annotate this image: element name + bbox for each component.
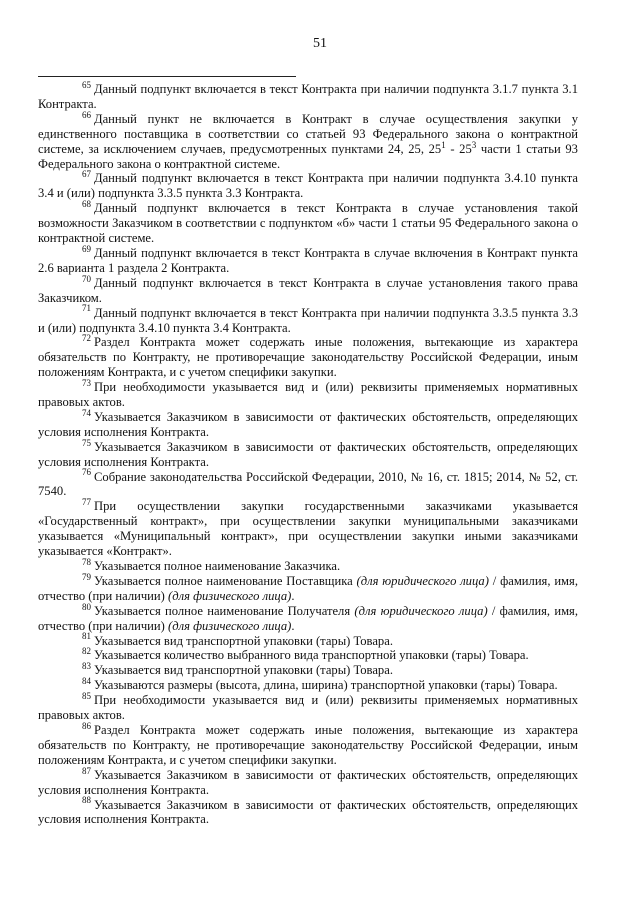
superscript: 1 bbox=[441, 139, 446, 150]
footnote-text: Указывается Заказчиком в зависимости от фактических обстоятельств, определяющих условия исполнения Контракта. bbox=[38, 767, 578, 797]
footnote-text: Указывается вид транспортной упаковки (тары) Товара. bbox=[94, 633, 393, 648]
footnote-text-tail: части 1 статьи 93 Федерального закона о контрактной системе. bbox=[38, 141, 578, 171]
footnote-number: 83 bbox=[82, 661, 91, 672]
footnote-italic: (для юридического лица) bbox=[356, 573, 489, 588]
footnote-number: 85 bbox=[82, 690, 91, 701]
footnote-italic: (для физического лица) bbox=[168, 618, 292, 633]
footnote-74 bbox=[38, 407, 578, 440]
footnote-number: 78 bbox=[82, 556, 91, 567]
footnote-text: Указывается полное наименование Поставщика bbox=[94, 573, 357, 588]
footnote-text: Данный подпункт включается в текст Контракта в случае включения в Контракт пункта 2.6 варианта 1 раздела 2 Контракта. bbox=[38, 245, 578, 275]
footnote-76 bbox=[38, 467, 578, 500]
footnote-number: 77 bbox=[82, 497, 91, 508]
footnote-82 bbox=[38, 648, 578, 663]
footnote-text: Данный подпункт включается в текст Контракта в случае установления такого права Заказчиком. bbox=[38, 275, 578, 305]
footnote-number: 73 bbox=[82, 377, 91, 388]
footnote-number: 72 bbox=[82, 333, 91, 344]
footnote-71 bbox=[38, 303, 578, 336]
footnote-number: 80 bbox=[82, 601, 91, 612]
footnote-number: 71 bbox=[82, 303, 91, 314]
footnote-number: 67 bbox=[82, 169, 91, 180]
superscript: 3 bbox=[471, 139, 477, 150]
footnote-text: Указываются размеры (высота, длина, ширина) транспортной упаковки (тары) Товара. bbox=[94, 678, 558, 693]
footnote-text: Собрание законодательства Российской Федерации, 2010, № 16, ст. 1815; 2014, № 52, ст. 7540. bbox=[38, 469, 578, 499]
footnote-text: Данный подпункт включается в текст Контракта при наличии подпункта 3.4.10 пункта 3.4 и (или) подпункта 3.3.5 пункта 3.3 Контракта. bbox=[38, 171, 578, 201]
footnote-79 bbox=[38, 571, 578, 604]
footnote-text: При необходимости указывается вид и (или) реквизиты применяемых нормативных правовых актов. bbox=[38, 380, 578, 410]
footnote-number: 75 bbox=[82, 437, 91, 448]
footnote-text-tail: . bbox=[291, 588, 295, 603]
footnote-text-mid: - 25 bbox=[445, 141, 472, 156]
footnote-text: Указывается вид транспортной упаковки (тары) Товара. bbox=[94, 663, 393, 678]
footnote-number: 88 bbox=[82, 795, 91, 806]
footnote-number: 87 bbox=[82, 765, 91, 776]
footnote-text: Указывается количество выбранного вида транспортной упаковки (тары) Товара. bbox=[94, 648, 529, 663]
footnote-65 bbox=[38, 79, 578, 112]
footnotes-list bbox=[38, 79, 578, 827]
footnote-text: При необходимости указывается вид и (или) реквизиты применяемых нормативных правовых актов. bbox=[38, 693, 578, 723]
footnote-73 bbox=[38, 377, 578, 410]
footnote-text: Указывается Заказчиком в зависимости от фактических обстоятельств, определяющих условия исполнения Контракта. bbox=[38, 797, 578, 827]
footnote-number: 82 bbox=[82, 646, 91, 657]
footnote-85 bbox=[38, 690, 578, 723]
footnote-number: 70 bbox=[82, 273, 91, 284]
footnote-87 bbox=[38, 765, 578, 798]
footnote-66 bbox=[38, 109, 578, 172]
footnote-number: 76 bbox=[82, 467, 91, 478]
footnote-number: 66 bbox=[82, 109, 91, 120]
footnote-number: 69 bbox=[82, 243, 91, 254]
footnote-80 bbox=[38, 601, 578, 634]
footnote-75 bbox=[38, 437, 578, 470]
footnote-84 bbox=[38, 678, 578, 693]
footnote-text: Раздел Контракта может содержать иные положения, вытекающие из характера обязательств по Контракту, не противоречащие законодательству Российской Федерации, иным положениям Контракта, и с учетом специфики закупки. bbox=[38, 722, 578, 767]
footnote-text: При осуществлении закупки государственными заказчиками указывается «Государственный контракт», при осуществлении закупки муниципальными заказчиками указывается «Муниципальный контракт», при осуществлении закупки иными заказчиками указывается «Контракт». bbox=[38, 499, 578, 559]
footnote-number: 81 bbox=[82, 631, 91, 642]
footnote-81 bbox=[38, 631, 578, 649]
footnote-number: 68 bbox=[82, 199, 91, 210]
footnote-italic: (для юридического лица) bbox=[354, 603, 488, 618]
footnote-number: 79 bbox=[82, 571, 91, 582]
footnote-number: 74 bbox=[82, 407, 91, 418]
footnote-italic: (для физического лица) bbox=[168, 588, 292, 603]
footnote-text: Указывается полное наименование Получателя bbox=[94, 603, 355, 618]
footnote-text: Данный подпункт включается в текст Контракта при наличии подпункта 3.3.5 пункта 3.3 и (или) подпункта 3.4.10 пункта 3.4 Контракта. bbox=[38, 305, 578, 335]
footnote-number: 84 bbox=[82, 676, 91, 687]
footnote-text: Данный подпункт включается в текст Контракта в случае установления такой возможности Заказчиком в соответствии с подпунктом «б» части 1 статьи 95 Федерального закона о контрактной системе. bbox=[38, 201, 578, 246]
page-number: 51 bbox=[313, 36, 327, 51]
footnote-text: Раздел Контракта может содержать иные положения, вытекающие из характера обязательств по Контракту, не противоречащие законодательству Российской Федерации, иным положениям Контракта, и с учетом специфики закупки. bbox=[38, 335, 578, 380]
footnote-number: 65 bbox=[82, 79, 91, 90]
footnote-68 bbox=[38, 201, 578, 246]
footnote-number: 86 bbox=[82, 720, 91, 731]
footnote-70 bbox=[38, 273, 578, 306]
footnote-text: Данный пункт не включается в Контракт в случае осуществления закупки у единственного поставщика в соответствии со статьей 93 Федерального закона о контрактной системе, за исключением случаев, предусмотренных пунктами 24, 25, 25 bbox=[38, 111, 578, 156]
footnote-text-mid: / фамилия, имя, отчество (при наличии) bbox=[38, 603, 578, 633]
footnote-separator bbox=[38, 76, 296, 77]
footnote-86 bbox=[38, 720, 578, 768]
footnote-69 bbox=[38, 243, 578, 276]
footnote-text: Указывается полное наименование Заказчика. bbox=[94, 559, 341, 573]
footnote-text: Указывается Заказчиком в зависимости от фактических обстоятельств, определяющих условия исполнения Контракта. bbox=[38, 409, 578, 439]
footnote-78 bbox=[38, 556, 578, 574]
footnote-88 bbox=[38, 795, 578, 828]
footnote-77 bbox=[38, 499, 578, 559]
footnote-67 bbox=[38, 171, 578, 201]
footnote-72 bbox=[38, 335, 578, 380]
footnote-83 bbox=[38, 663, 578, 678]
footnote-text: Данный подпункт включается в текст Контракта при наличии подпункта 3.1.7 пункта 3.1 Контракта. bbox=[38, 82, 578, 111]
footnote-text: Указывается Заказчиком в зависимости от фактических обстоятельств, определяющих условия исполнения Контракта. bbox=[38, 439, 578, 469]
footnote-text-mid: / фамилия, имя, отчество (при наличии) bbox=[38, 573, 578, 603]
footnote-text-tail: . bbox=[291, 618, 295, 633]
